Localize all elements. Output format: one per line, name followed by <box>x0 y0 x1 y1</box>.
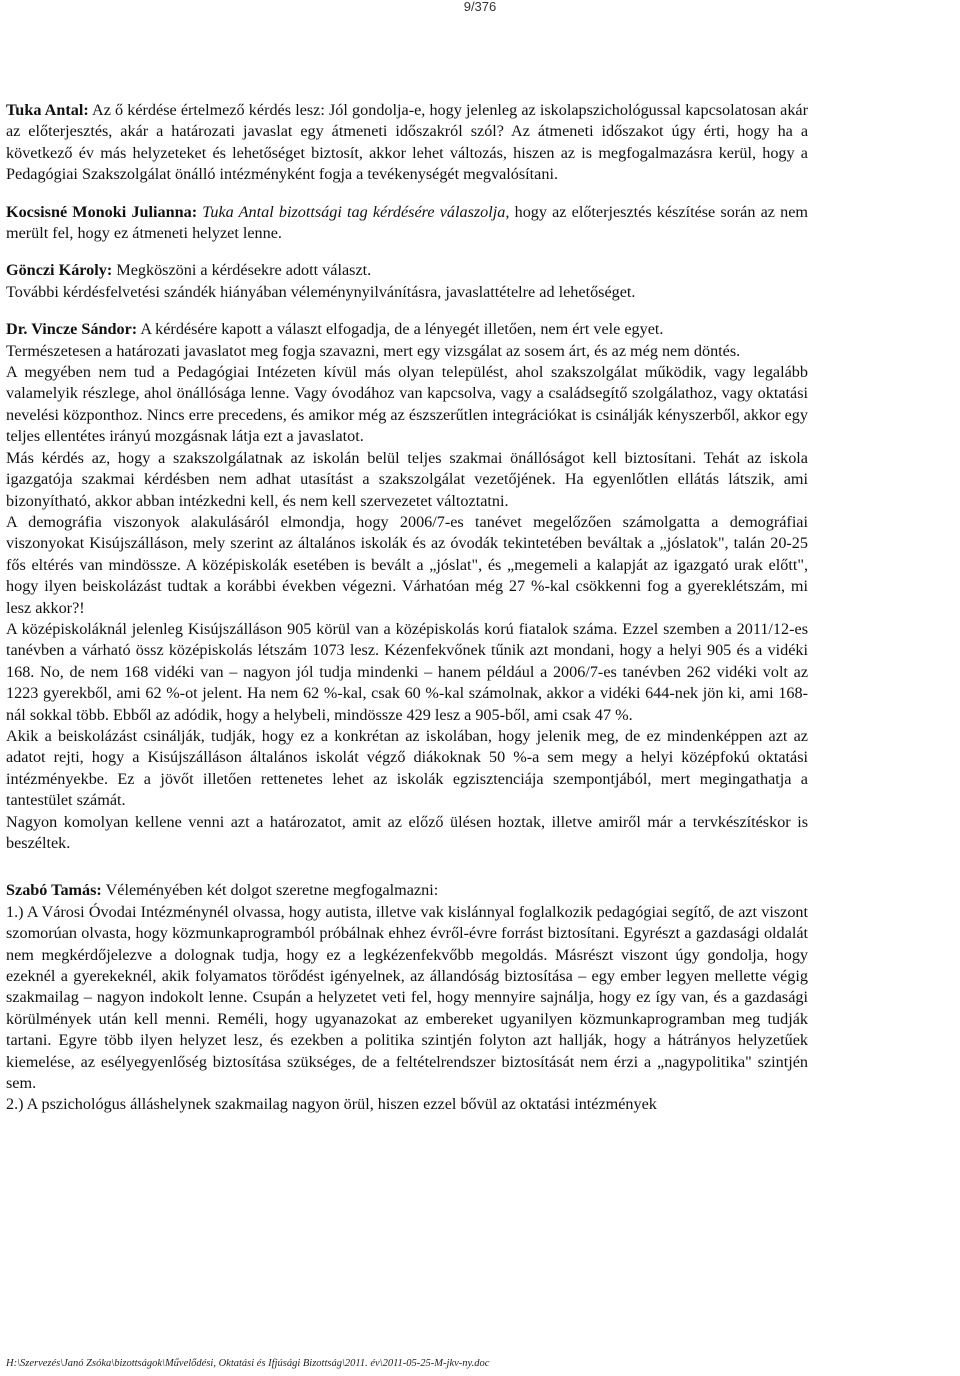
paragraph-text-block: A középiskoláknál jelenleg Kisújszálláson 905 körül van a középiskolás korú fiatalok száma. Ezzel szemben a 2011/12-es tanévben a várható össz középiskolás létszám 1073 lesz. Kézenfekvőnek tűnik azt mondani, hogy a helyi 905 és a vidéki 168. No, de nem 168 vidéki van – nagyon jól tudja mindenki – hanem például a 2006/7-es tanévben 262 vidéki volt az 1223 gyerekből, ami 62 %-ot jelent. Ha nem 62 %-kal, csak 60 %-kal számolnak, akkor a vidéki 644-nek jön ki, ami 168-nál sokkal több. Ebből az adódik, hogy a helybeli, mindössze 429 lesz a 905-ből, ami csak 47 %. <box>6 619 808 724</box>
paragraph-text-block: A megyében nem tud a Pedagógiai Intézeten kívül más olyan települést, ahol szakszolgálat működik, vagy legalább valamelyik részlege, ahol önállósága lenne. Vagy óvodához van kapcsolva, vagy a családsegítő szolgálathoz, vagy oktatási nevelési központhoz. Nincs erre precedens, és amikor még az észszerűtlen integrációkat is csinálják kényszerből, akkor egy teljes ellentétes irányú mozgásnak látja ezt a javaslatot. <box>6 363 808 446</box>
speaker-name: Gönczi Károly: <box>6 261 113 280</box>
speaker-name: Kocsisné Monoki Julianna: <box>6 202 198 221</box>
paragraph-gonczi <box>6 260 808 281</box>
paragraph-text: Az ő kérdése értelmező kérdés lesz: Jól gondolja-e, hogy jelenleg az iskolapszichológussal kapcsolatosan akár az előterjesztés, akár a határozati javaslat egy átmeneti időszakról szól? Az átmeneti időszakot úgy érti, hogy ha a következő év más helyzeteket és lehetőséget biztosít, akkor lehet változás, hiszen az is megfogalmazásra kerül, hogy a Pedagógiai Szakszolgálat önálló intézményként fogja a tevékenységét megvalósítani. <box>6 101 809 184</box>
paragraph-text-block: A demográfia viszonyok alakulásáról elmondja, hogy 2006/7-es tanévet megelőzően számolgatta a demográfiai viszonyokat Kisújszálláson, mely szerint az általános iskolák és az óvodák tekintetében beváltak a „jóslatok", talán 20-25 fős eltérés van mindössze. A középiskolák esetében is bevált a „jóslat", és „megemeli a kalapját az igazgató urak előtt", hogy ilyen beiskolázást tudtak a korábbi években végezni. Várhatóan még 27 %-kal csökkenni fog a gyereklétszám, mi lesz akkor?! <box>6 512 808 617</box>
page-number: 9/376 <box>463 0 497 14</box>
paragraph-szabo <box>6 880 808 901</box>
speaker-name: Szabó Tamás: <box>6 881 102 900</box>
footer-file-path: H:\Szervezés\Janó Zsóka\bizottságok\Művelődési, Oktatási és Ifjúsági Bizottság\2011. év\2011-05-25-M-jkv-ny.doc <box>6 1358 490 1369</box>
paragraph-text: Megköszöni a kérdésekre adott választ. <box>116 261 372 280</box>
paragraph-text-block: Nagyon komolyan kellene venni azt a határozatot, amit az előző ülésen hoztak, illetve amiről már a tervkészítéskor is beszéltek. <box>6 812 808 852</box>
paragraph-text-block: Más kérdés az, hogy a szakszolgálatnak az iskolán belül teljes szakmai önállóságot kell biztosítani. Tehát az iskola igazgatója szakmai kérdésben nem adhat utasítást a szakszolgálat vezetőjének. Ha egyenlőtlen ellátás látszik, ami bizonyítható, akkor abban intézkedni kell, és nem kell szervezetet változtatni. <box>6 448 808 510</box>
paragraph-text-block: Akik a beiskolázást csinálják, tudják, hogy ez a konkrétan az iskolában, hogy jelenik meg, de ez mindenképpen azt az adatot rejti, hogy a Kisújszálláson általános iskolát végző diákoknak 50 %-a sem megy a helyi középfokú oktatási intézményekbe. Ez a jövőt illetően rettenetes lehet az iskolák egzisztenciája szempontjából, mert megingathatja a tantestület számát. <box>6 726 808 810</box>
paragraph-tuka <box>6 100 808 186</box>
paragraph-kocsisne <box>6 202 808 245</box>
paragraph-text-block: További kérdésfelvetési szándék hiányában véleménynyilvánításra, javaslattételre ad lehetőséget. <box>6 282 636 301</box>
paragraph-text-block: 1.) A Városi Óvodai Intézménynél olvassa, hogy autista, illetve vak kislánnyal foglalkozik pedagógiai segítő, de azt viszont szomorúan olvasta, hogy közmunkaprogramból próbálnak ehhez évről-évre forrást biztosítani. Egyrészt a gazdasági oldalát nem megkérdőjelezve a dolognak tudja, hogy ez a legkézenfekvőbb megoldás. Másrészt viszont úgy gondolja, hogy ezeknél a gyerekeknél, akik folyamatos törődést igényelnek, az állandóság biztosítása – egy ember legyen mellette végig szakmailag – nagyon indokolt lenne. Csupán a helyzetet veti fel, hogy mennyire sajnálja, hogy ez így van, és a gazdasági körülmények után kell menni. Reméli, hogy ugyanazokat az embereket ugyanilyen közmunkaprogramban meg tudják tartani. Egyre több ilyen helyzet lesz, és ezekben a politika szintjén folyton azt hallják, hogy a hátrányos helyzetűek kiemelése, az esélyegyenlőség biztosítása szükséges, de a feltételrendszer biztosítását nem érzi a „nagypolitika" szintjén sem. <box>6 902 808 1093</box>
paragraph-text: Véleményében két dolgot szeretne megfogalmazni: <box>105 881 439 900</box>
speaker-name: Tuka Antal: <box>6 101 89 119</box>
paragraph-text-block: Természetesen a határozati javaslatot meg fogja szavazni, mert egy vizsgálat az sosem árt, és az még nem döntés. <box>6 341 741 360</box>
speaker-name: Dr. Vincze Sándor: <box>6 320 138 339</box>
paragraph-text: A kérdésére kapott a választ elfogadja, de a lényegét illetően, nem ért vele egyet. <box>140 320 664 339</box>
paragraph-vincze <box>6 319 808 340</box>
paragraph-italic-text: Tuka Antal bizottsági tag kérdésére válaszolja, <box>202 202 510 221</box>
document-body <box>6 100 808 1116</box>
paragraph-text-block: 2.) A pszichológus álláshelynek szakmailag nagyon örül, hiszen ezzel bővül az oktatási intézmények <box>6 1095 657 1114</box>
paragraph-text: hogy az előterjesztés készítése során az nem merült fel, hogy ez átmeneti helyzet lenne. <box>6 202 809 243</box>
